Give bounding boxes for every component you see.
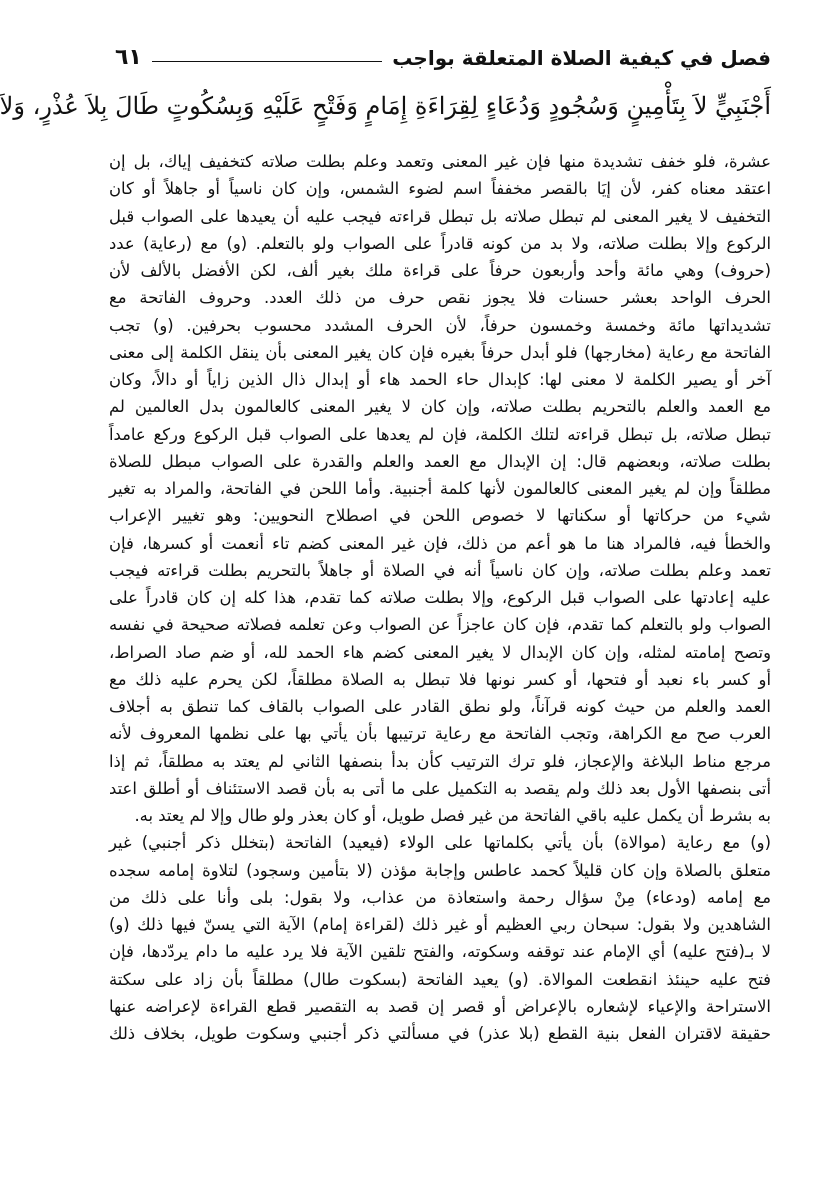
body-line: حقيقة لاقتران الفعل بنية القطع (بلا عذر) في مسألتي ذكر أجنبي وسكوت طويل، بخلاف ذلك (109, 1024, 771, 1043)
body-line: الركوع وإلا بطلت صلاته، ولا بد من كونه قادراً على الصواب ولو بالتعلم. (و) مع (رعاية) عدد (109, 233, 771, 253)
running-title: فصل في كيفية الصلاة المتعلقة بواجب (392, 46, 771, 70)
body-line: أو كسر باء نعبد أو فتحها، أو كسر نونها فلا تبطل به الصلاة مطلقاً، لكن يحرم عليه ذلك مع (109, 669, 771, 689)
body-line: العمد والعلم من حيث كونه قرآناً، ولو نطق القادر على الصواب بالقاف كما تنطق به أجلاف (109, 697, 771, 716)
body-line: فتح عليه حينئذ انقطعت الموالاة. (و) يعيد الفاتحة (بسكوت طال) مطلقاً بأن زاد على سكتة (109, 969, 771, 989)
body-line: مع العمد والعلم بالتحريم بطلت صلاته، وإن كان لا يغير المعنى كالعالمون بدل العالمين لم (109, 397, 771, 417)
body-line: الصواب ولو بالتعلم كما تقدم، فإن كان عاجزاً عن الصواب وعن تعلمه فصلاته صحيحة في نفسه (109, 615, 771, 635)
body-line: به بشرط أن يكمل عليه باقي الفاتحة من غير فصل طويل، أو كان بعذر ولو طال وإلا لم يعتد به. (134, 806, 771, 825)
body-line: عشرة، فلو خفف تشديدة منها فإن غير المعنى وتعمد وعلم بطلت صلاته كتخفيف إياك، بل إن (109, 152, 771, 171)
body-line: (و) مع رعاية (موالاة) بأن يأتي بكلماتها على الولاء (فيعيد) الفاتحة (بتخلل ذكر أجنبي) غير (109, 833, 771, 853)
body-line: تعمد وعلم بطلت صلاته، وإن كان ناسياً أنه في الصلاة أو جاهلاً بالتحريم بطلت قراءته فيجب (109, 560, 771, 580)
body-line: عليه إعادتها على الصواب قبل الركوع، وإلا بطلت صلاته كما تقدم، هذا كله إن كان قادراً على (109, 588, 771, 607)
body-line: آخر أو يصير الكلمة لا معنى لها: كإبدال حاء الحمد هاء أو إبدال ذال الذين زاياً أو دالاً، وكان (109, 370, 771, 389)
body-line: الشاهدين ولا بقول: سبحان ربي العظيم أو غير ذلك (لقراءة إمام) الآية التي يسنّ فيها ذلك (و) (109, 915, 771, 934)
body-line: الفاتحة مع رعاية (مخارجها) فلو أبدل حرفاً بغيره فإن كان يغير المعنى بأن ينقل الكلمة إلى معنى (109, 342, 771, 362)
commentary-body (109, 148, 771, 1047)
body-line: وتصح إمامته لمثله، وإن كان الإبدال لا يغير المعنى كضم هاء الحمد لله، أو ضم صاد الصراط، (109, 642, 771, 662)
matn-text-line: أَجْنَبِيٍّ لاَ بِتَأْمِينٍ وَسُجُودٍ وَدُعَاءٍ لِقِرَاءَةِ إِمَامٍ وَفَتْحٍ عَلَيْهِ وَبِسُكُوتٍ طَالَ بِلاَ عُذْرٍ، وَلاَ (0, 92, 771, 120)
body-line: الحرف الواحد بعشر حسنات فلا يجوز نقص حرف من ذلك العدد. وحروف الفاتحة مع (109, 288, 771, 308)
body-line: متعلق بالصلاة وإن كان قليلاً كحمد عاطس وإجابة مؤذن (لا بتأمين وسجود) لتلاوة إمامه سجده (109, 860, 771, 880)
body-line: مطلقاً وإن لم يغير المعنى كالعالمون لأنها كلمة أجنبية. وأما اللحن في الفاتحة، والمراد به تغير (109, 479, 771, 498)
body-line: بطلت صلاته، وبعضهم قال: إن الإبدال مع العمد والعلم والقدرة على الصواب مبطل للصلاة (109, 451, 771, 471)
body-line: مرجع مناط البلاغة والإعجاز، فلو ترك الترتيب كأن بدأ بنصفها الثاني لم يعتد به مطلقاً، ثم إذا (109, 751, 771, 771)
body-line: والخطأ فيه، فالمراد هنا ما هو أعم من ذلك، فإن غير المعنى كضم تاء أنعمت أو كسرها، فإن (109, 533, 771, 553)
body-line: تبطل صلاته، بل تبطل قراءته لتلك الكلمة، فإن لم يعدها على الصواب قبل الركوع وركع عامداً (109, 424, 771, 444)
body-line: (حروف) وهي مائة وأحد وأربعون حرفاً على قراءة ملك بغير ألف، لكن الأفضل بالألف لأن (109, 261, 771, 280)
body-line: شيء من حركاتها أو سكناتها لا خصوص اللحن في اصطلاح النحويين: وهو تغيير الإعراب (109, 506, 771, 526)
page-number: ٦١ (115, 45, 142, 70)
body-line: مع إمامه (ودعاء) مِنْ سؤال رحمة واستعاذة من عذاب، ولا بقول: بلى وأنا على ذلك من (109, 887, 771, 907)
body-line: أتى بنصفها الأول بعد ذلك ولم يقصد به التكميل على ما أتى به بأن قصد الاستئناف أو أطلق اعتد (109, 778, 771, 798)
body-line: تشديداتها مائة وخمسة وخمسون حرفاً، لأن الحرف المشدد محسوب بحرفين. (و) تجب (109, 315, 771, 335)
body-line: العرب صح مع الكراهة، وتجب الفاتحة مع رعاية ترتيبها بأن يأتي بها على نظمها المعروف لأنه (109, 724, 771, 744)
body-line: الاستراحة والإعياء لإشعاره بالإعراض أو قصر إن قصد به التقصير قطع القراءة لإعراضه عنها (109, 996, 771, 1016)
header-rule (152, 61, 382, 62)
body-line: لا بـ(فتح عليه) أي الإمام عند توقفه وسكوته، والفتح تلقين الآية فلا يرد عليه ما دام يردّدها، فإن (109, 942, 771, 962)
page-header (115, 40, 771, 70)
body-line: اعتقد معناه كفر، لأن إيَا بالقصر مخففاً اسم لضوء الشمس، وإن كان ناسياً أو جاهلاً أو كان (109, 179, 771, 199)
body-line: التخفيف لا يغير المعنى لم تبطل صلاته بل تبطل قراءته فيجب عليه أن يعيدها على الصواب قبل (109, 206, 771, 226)
